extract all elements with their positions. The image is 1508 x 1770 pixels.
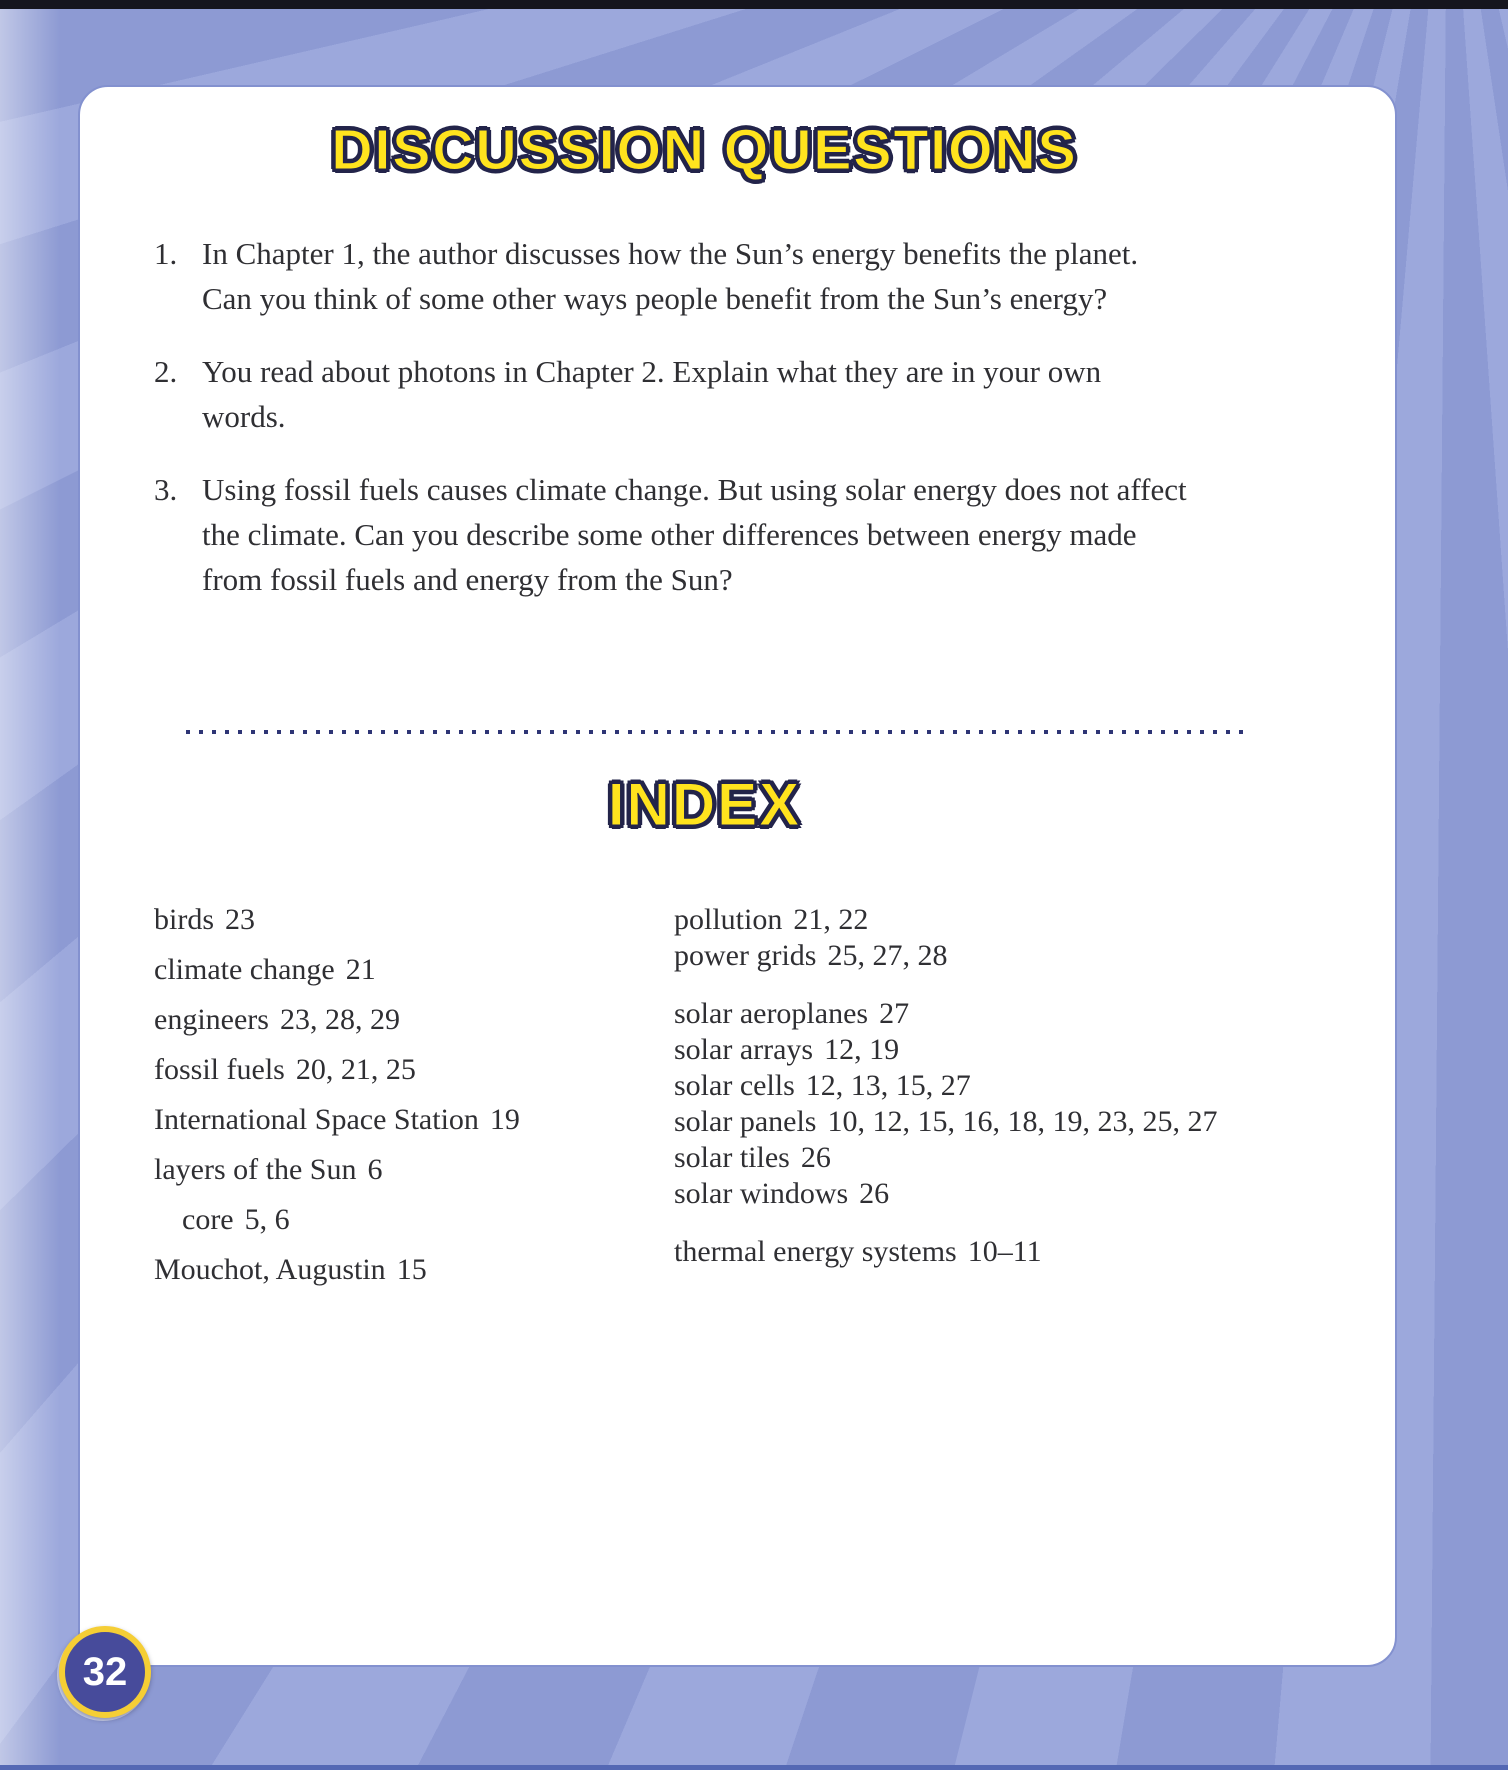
index-pages: 20, 21, 25 bbox=[295, 1053, 416, 1086]
index-term: solar cells bbox=[674, 1069, 795, 1102]
page-bottom-strip bbox=[0, 1765, 1508, 1770]
index-term: Mouchot, Augustin bbox=[154, 1253, 386, 1286]
index-entry bbox=[154, 1152, 674, 1188]
question-text: In Chapter 1, the author discusses how the Sun’s energy benefits the planet. Can you think of some other ways people benefit from the Sun’s energy? bbox=[202, 236, 1139, 316]
question-text: Using fossil fuels causes climate change. But using solar energy does not affect the climate. Can you describe some other differences between energy made from fossil fuels and energy from the Sun? bbox=[202, 472, 1187, 597]
index-pages: 27 bbox=[879, 997, 910, 1030]
index-group bbox=[674, 996, 1234, 1212]
index-entry bbox=[674, 1032, 1234, 1068]
page-number-badge bbox=[59, 1626, 151, 1718]
index-pages: 23, 28, 29 bbox=[279, 1003, 400, 1036]
page-number: 32 bbox=[82, 1649, 128, 1694]
index-entry bbox=[154, 1202, 674, 1238]
page-top-strip bbox=[0, 0, 1508, 9]
index-pages: 23 bbox=[225, 903, 255, 936]
index-pages: 5, 6 bbox=[244, 1203, 290, 1236]
index-pages: 6 bbox=[367, 1153, 383, 1186]
index-term: solar arrays bbox=[674, 1033, 814, 1066]
index-pages: 26 bbox=[800, 1141, 831, 1174]
index-group bbox=[154, 1252, 674, 1288]
index-entry bbox=[154, 1252, 674, 1288]
index-group bbox=[154, 902, 674, 938]
index-term: pollution bbox=[674, 903, 783, 936]
index-entry bbox=[674, 1234, 1234, 1270]
index-term: solar aeroplanes bbox=[674, 997, 869, 1030]
index-term: solar windows bbox=[674, 1177, 849, 1210]
question-number: 2. bbox=[154, 354, 178, 389]
index-pages: 19 bbox=[489, 1103, 520, 1136]
index-term: fossil fuels bbox=[154, 1053, 285, 1086]
index-pages: 12, 19 bbox=[824, 1033, 900, 1066]
index-pages: 21, 22 bbox=[793, 903, 869, 936]
question-text: You read about photons in Chapter 2. Explain what they are in your own words. bbox=[202, 354, 1102, 434]
dotted-divider bbox=[186, 730, 1245, 734]
index-column-right bbox=[674, 902, 1234, 1302]
index-pages: 21 bbox=[345, 953, 376, 986]
index-entry bbox=[154, 952, 674, 988]
index-entry bbox=[674, 1176, 1234, 1212]
index-entry bbox=[154, 1002, 674, 1038]
book-page-card bbox=[78, 85, 1397, 1667]
index-term: engineers bbox=[154, 1003, 269, 1036]
index-group bbox=[674, 902, 1234, 974]
index-group bbox=[674, 1234, 1234, 1270]
question-item bbox=[154, 349, 1255, 439]
index-pages: 12, 13, 15, 27 bbox=[805, 1069, 971, 1102]
index-pages: 10–11 bbox=[967, 1235, 1042, 1268]
question-item bbox=[154, 467, 1255, 602]
index-term: solar panels bbox=[674, 1105, 817, 1138]
index-entry bbox=[154, 1102, 674, 1138]
index-pages: 15 bbox=[396, 1253, 427, 1286]
index-title: INDEX bbox=[607, 771, 802, 838]
index-term: layers of the Sun bbox=[154, 1153, 357, 1186]
index-entry bbox=[674, 1068, 1234, 1104]
index-entry bbox=[674, 1140, 1234, 1176]
index-group bbox=[154, 1102, 674, 1138]
index-columns bbox=[154, 902, 1255, 1302]
index-term: thermal energy systems bbox=[674, 1235, 957, 1268]
index-term: power grids bbox=[674, 939, 817, 972]
index-term: core bbox=[182, 1203, 234, 1236]
index-column-left bbox=[154, 902, 674, 1302]
index-group bbox=[154, 952, 674, 988]
question-item bbox=[154, 231, 1255, 321]
index-entry bbox=[154, 1052, 674, 1088]
index-term: climate change bbox=[154, 953, 335, 986]
index-term: birds bbox=[154, 903, 214, 936]
index-entry bbox=[674, 1104, 1234, 1140]
questions-list bbox=[154, 231, 1255, 602]
index-pages: 26 bbox=[859, 1177, 890, 1210]
index-pages: 10, 12, 15, 16, 18, 19, 23, 25, 27 bbox=[827, 1105, 1218, 1138]
discussion-questions-title: DISCUSSION QUESTIONS bbox=[331, 118, 1078, 182]
index-entry bbox=[154, 902, 674, 938]
index-term: solar tiles bbox=[674, 1141, 790, 1174]
index-entry bbox=[674, 938, 1234, 974]
question-number: 1. bbox=[154, 236, 178, 271]
index-group bbox=[154, 1052, 674, 1088]
index-term: International Space Station bbox=[154, 1103, 479, 1136]
index-entry bbox=[674, 996, 1234, 1032]
index-entry bbox=[674, 902, 1234, 938]
index-group bbox=[154, 1152, 674, 1238]
index-pages: 25, 27, 28 bbox=[827, 939, 948, 972]
question-number: 3. bbox=[154, 472, 178, 507]
index-group bbox=[154, 1002, 674, 1038]
